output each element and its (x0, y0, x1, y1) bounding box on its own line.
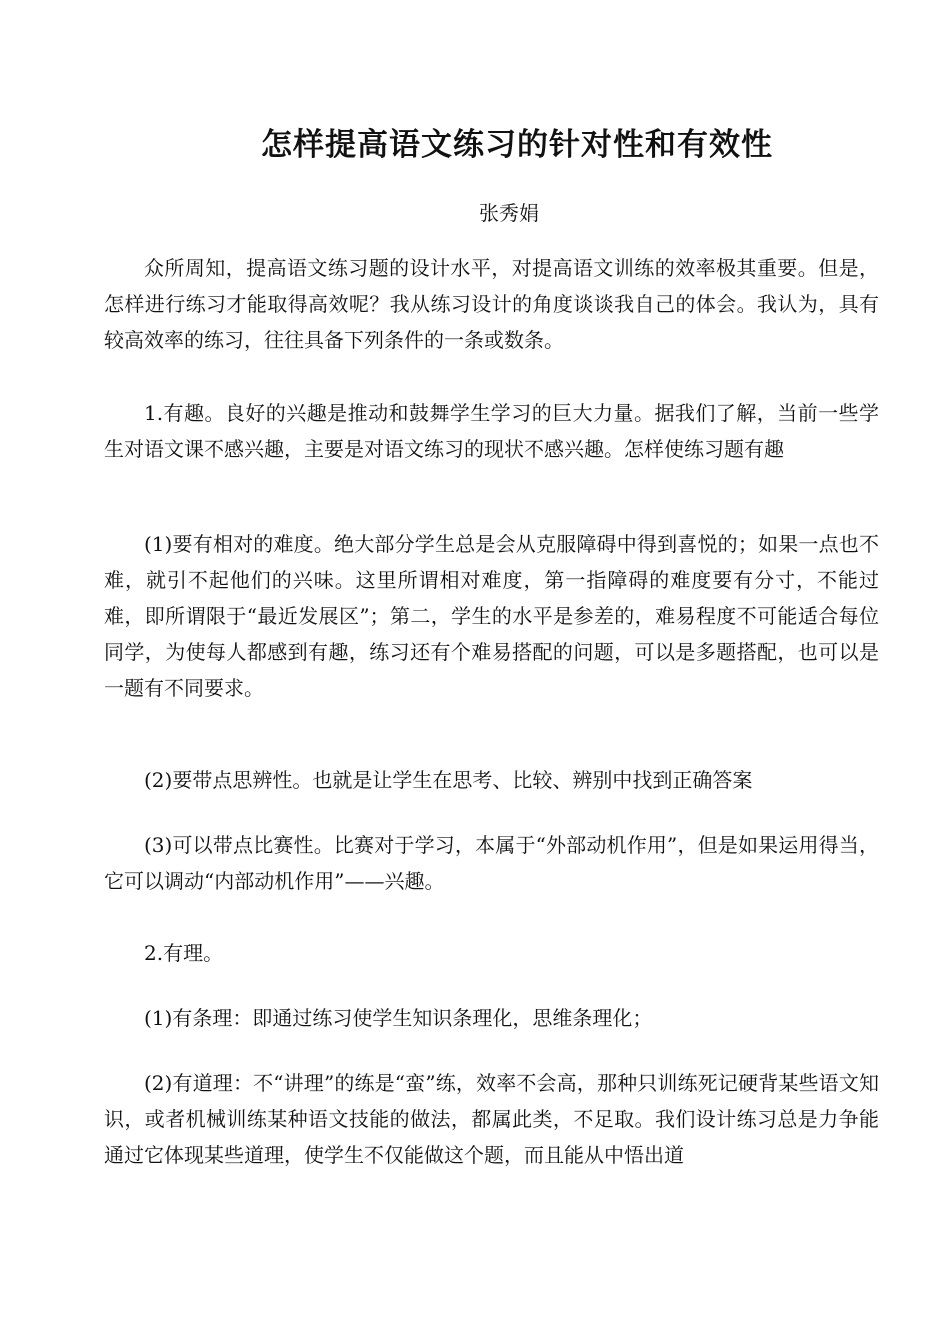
paragraph-reason: 2.有理。 (144, 941, 224, 965)
paragraph-competition: (3)可以带点比赛性。比赛对于学习，本属于“外部动机作用”，但是如果运用得当，它可以调动“内部动机作用”——兴趣。 (104, 833, 879, 893)
paragraph-rational: (2)有道理：不“讲理”的练是“蛮”练，效率不会高，那种只训练死记硬背某些语文知识，或者机械训练某种语文技能的做法，都属此类，不足取。我们设计练习总是力争能通过它体现某些道理，使学生不仅能做这个题，而且能从中悟出道 (104, 1071, 879, 1167)
document-title: 怎样提高语文练习的针对性和有效性 (261, 127, 773, 163)
document-author: 张秀娟 (479, 201, 539, 225)
paragraph-difficulty: (1)要有相对的难度。绝大部分学生总是会从克服障碍中得到喜悦的；如果一点也不难，就引不起他们的兴味。这里所谓相对难度，第一指障碍的难度要有分寸，不能过难，即所谓限于“最近发展区”；第二，学生的水平是参差的，难易程度不可能适合每位同学，为使每人都感到有趣，练习还有个难易搭配的问题，可以是多题搭配，也可以是一题有不同要求。 (104, 532, 879, 700)
paragraph-organized: (1)有条理：即通过练习使学生知识条理化，思维条理化； (144, 1006, 653, 1030)
paragraph-critical-thinking: (2)要带点思辨性。也就是让学生在思考、比较、辨别中找到正确答案 (144, 768, 753, 792)
paragraph-intro: 众所周知，提高语文练习题的设计水平，对提高语文训练的效率极其重要。但是，怎样进行练习才能取得高效呢？我从练习设计的角度谈谈我自己的体会。我认为，具有较高效率的练习，往往具备下列条件的一条或数条。 (104, 256, 879, 352)
paragraph-interest: 1.有趣。良好的兴趣是推动和鼓舞学生学习的巨大力量。据我们了解，当前一些学生对语文课不感兴趣，主要是对语文练习的现状不感兴趣。怎样使练习题有趣 (104, 401, 879, 461)
